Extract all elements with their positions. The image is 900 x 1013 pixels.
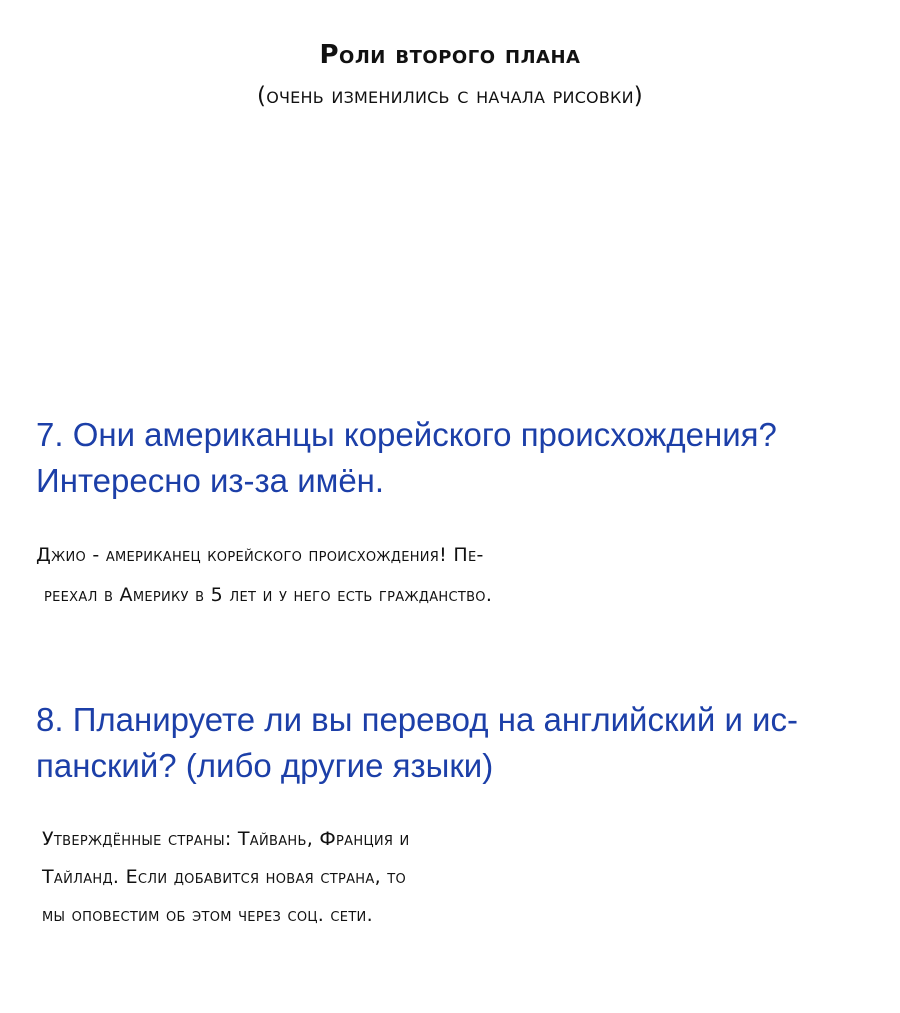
- question-8: [36, 697, 876, 789]
- answer-line: Джио - американец корейского происхождения! Пе-: [36, 544, 484, 566]
- answer-line: Утверждённые страны: Тайвань, Франция и: [42, 828, 410, 850]
- question-line: 8. Планируете ли вы перевод на английский и ис-: [36, 701, 798, 738]
- answer-8: [42, 820, 410, 934]
- question-line: 7. Они американцы корейского происхождения?: [36, 416, 777, 453]
- page-title: Роли второго плана: [319, 40, 581, 70]
- answer-line: мы оповестим об этом через соц. сети.: [42, 904, 373, 926]
- answer-line: реехал в Америку в 5 лет и у него есть гражданство.: [44, 584, 493, 606]
- question-line: панский? (либо другие языки): [36, 747, 494, 784]
- page-subtitle: (очень изменились с начала рисовки): [257, 83, 643, 109]
- answer-7: [36, 535, 492, 615]
- question-line: Интересно из-за имён.: [36, 462, 385, 499]
- answer-line: Тайланд. Если добавится новая страна, то: [42, 866, 407, 888]
- question-7: [36, 412, 876, 504]
